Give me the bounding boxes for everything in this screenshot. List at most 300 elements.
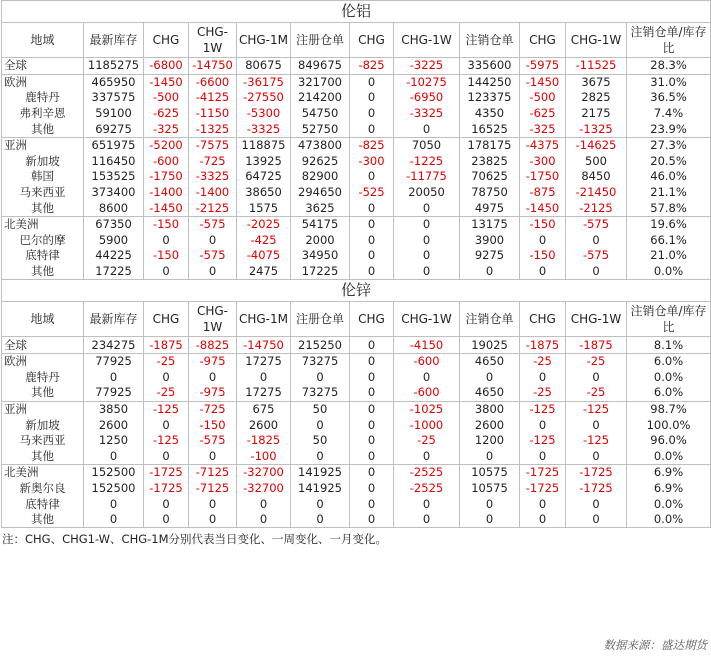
region-cell: 其他 [2,448,84,464]
region-cell: 欧洲 [2,74,84,90]
column-header: CHG-1W [394,23,460,58]
value-cell: 17275 [237,353,291,369]
value-cell: -525 [350,185,394,201]
value-cell: -2525 [394,465,460,481]
value-cell: 675 [237,401,291,417]
value-cell: -25 [566,385,627,401]
value-cell: 0 [394,370,460,386]
table-row [2,216,711,232]
value-cell: 0 [350,353,394,369]
table-row [2,106,711,122]
region-cell: 其他 [2,200,84,216]
value-cell: -150 [520,216,566,232]
region-cell: 全球 [2,58,84,75]
value-cell: -150 [144,248,189,264]
value-cell: 0 [520,512,566,528]
value-cell: 0 [520,496,566,512]
table-row [2,496,711,512]
value-cell: -4375 [520,137,566,153]
value-cell: -25 [566,353,627,369]
value-cell: 337575 [84,90,144,106]
value-cell: 0 [84,448,144,464]
value-cell: 2000 [291,233,350,249]
value-cell: 8450 [566,169,627,185]
value-cell: 3800 [460,401,520,417]
value-cell: -1400 [144,185,189,201]
value-cell: -3325 [394,106,460,122]
value-cell: 0 [350,496,394,512]
value-cell: -5300 [237,106,291,122]
value-cell: 152500 [84,465,144,481]
value-cell: 0 [189,496,237,512]
value-cell: 1250 [84,433,144,449]
value-cell: -575 [566,216,627,232]
value-cell: -25 [144,353,189,369]
value-cell: 0 [460,370,520,386]
value-cell: 0 [189,512,237,528]
table-row [2,169,711,185]
value-cell: -4125 [189,90,237,106]
value-cell: 294650 [291,185,350,201]
value-cell: 96.0% [627,433,711,449]
value-cell: 0 [460,448,520,464]
value-cell: -500 [520,90,566,106]
column-header: 地域 [2,23,84,58]
value-cell: -725 [189,401,237,417]
value-cell: -1225 [394,154,460,170]
value-cell: -3325 [189,169,237,185]
value-cell: 152500 [84,481,144,497]
region-cell: 欧洲 [2,353,84,369]
value-cell: -11775 [394,169,460,185]
value-cell: 0 [520,417,566,433]
value-cell: 0 [394,512,460,528]
value-cell: -150 [144,216,189,232]
value-cell: -125 [566,401,627,417]
value-cell: 36.5% [627,90,711,106]
region-cell: 亚洲 [2,137,84,153]
value-cell: 100.0% [627,417,711,433]
value-cell: 0 [291,512,350,528]
value-cell: 77925 [84,385,144,401]
value-cell: 19.6% [627,216,711,232]
value-cell: 13925 [237,154,291,170]
value-cell: 0 [566,512,627,528]
table-row [2,264,711,280]
value-cell: -4075 [237,248,291,264]
section-title: 伦铝 [2,1,711,23]
table-row [2,465,711,481]
value-cell: -575 [566,248,627,264]
value-cell: -3325 [237,121,291,137]
value-cell: 144250 [460,74,520,90]
region-cell: 巴尔的摩 [2,233,84,249]
value-cell: 20.5% [627,154,711,170]
column-header: 注销仓单/库存比 [627,23,711,58]
value-cell: 8600 [84,200,144,216]
value-cell: 0 [350,121,394,137]
value-cell: -8825 [189,337,237,354]
value-cell: -6800 [144,58,189,75]
value-cell: 13175 [460,216,520,232]
column-header: CHG-1W [189,23,237,58]
value-cell: -150 [520,248,566,264]
value-cell: -875 [520,185,566,201]
value-cell: -1000 [394,417,460,433]
value-cell: -2125 [189,200,237,216]
value-cell: -125 [520,433,566,449]
value-cell: -25 [520,385,566,401]
value-cell: 0 [189,370,237,386]
value-cell: 0 [350,448,394,464]
column-header: 注销仓单/库存比 [627,302,711,337]
column-header-row [2,23,711,58]
value-cell: 0 [394,121,460,137]
column-header: CHG-1W [189,302,237,337]
value-cell: 2175 [566,106,627,122]
value-cell: 0.0% [627,370,711,386]
value-cell: -825 [350,137,394,153]
value-cell: 6.0% [627,353,711,369]
value-cell: 0 [237,496,291,512]
value-cell: 3675 [566,74,627,90]
value-cell: -975 [189,385,237,401]
value-cell: -1825 [237,433,291,449]
value-cell: -1150 [189,106,237,122]
value-cell: -500 [144,90,189,106]
value-cell: -100 [237,448,291,464]
value-cell: 0 [350,370,394,386]
value-cell: 92625 [291,154,350,170]
value-cell: 17225 [291,264,350,280]
region-cell: 新奥尔良 [2,481,84,497]
value-cell: -7125 [189,465,237,481]
value-cell: 54750 [291,106,350,122]
value-cell: 0 [350,465,394,481]
value-cell: -625 [520,106,566,122]
section-title-row [2,1,711,23]
value-cell: 6.9% [627,481,711,497]
value-cell: 178175 [460,137,520,153]
value-cell: 0 [350,169,394,185]
value-cell: 2600 [237,417,291,433]
value-cell: 66.1% [627,233,711,249]
value-cell: 10575 [460,481,520,497]
value-cell: 0 [460,496,520,512]
value-cell: -300 [350,154,394,170]
value-cell: 1200 [460,433,520,449]
table-row [2,433,711,449]
value-cell: -10275 [394,74,460,90]
value-cell: -1750 [144,169,189,185]
value-cell: 0 [350,90,394,106]
table-row [2,448,711,464]
value-cell: 6.9% [627,465,711,481]
value-cell: 50 [291,433,350,449]
value-cell: 0.0% [627,496,711,512]
value-cell: 0 [144,264,189,280]
value-cell: 27.3% [627,137,711,153]
table-row [2,90,711,106]
value-cell: 78750 [460,185,520,201]
value-cell: -1325 [566,121,627,137]
column-header: CHG-1M [237,23,291,58]
value-cell: 59100 [84,106,144,122]
value-cell: -1725 [566,465,627,481]
value-cell: -3225 [394,58,460,75]
value-cell: 123375 [460,90,520,106]
table-row [2,154,711,170]
value-cell: 7.4% [627,106,711,122]
value-cell: 0 [350,433,394,449]
value-cell: 50 [291,401,350,417]
value-cell: -125 [144,433,189,449]
value-cell: 7050 [394,137,460,153]
value-cell: 0 [350,481,394,497]
value-cell: 651975 [84,137,144,153]
value-cell: 373400 [84,185,144,201]
value-cell: 57.8% [627,200,711,216]
value-cell: 0 [237,370,291,386]
column-header: 注册仓单 [291,302,350,337]
value-cell: 0 [394,264,460,280]
value-cell: 21.1% [627,185,711,201]
lme-inventory-table [1,0,711,528]
value-cell: -825 [350,58,394,75]
value-cell: 70625 [460,169,520,185]
value-cell: -21450 [566,185,627,201]
value-cell: -36175 [237,74,291,90]
value-cell: -32700 [237,481,291,497]
value-cell: -125 [520,401,566,417]
value-cell: 0 [144,417,189,433]
value-cell: -575 [189,433,237,449]
value-cell: 28.3% [627,58,711,75]
region-cell: 底特律 [2,496,84,512]
value-cell: 0 [520,233,566,249]
value-cell: -7575 [189,137,237,153]
value-cell: -6600 [189,74,237,90]
region-cell: 马来西亚 [2,433,84,449]
value-cell: -1875 [520,337,566,354]
region-cell: 鹿特丹 [2,90,84,106]
table-row [2,74,711,90]
value-cell: 0 [189,264,237,280]
value-cell: -25 [520,353,566,369]
region-cell: 新加坡 [2,417,84,433]
value-cell: 54175 [291,216,350,232]
value-cell: 0 [350,248,394,264]
value-cell: -11525 [566,58,627,75]
value-cell: -600 [394,353,460,369]
value-cell: 0 [84,512,144,528]
value-cell: 52750 [291,121,350,137]
value-cell: 0 [350,106,394,122]
value-cell: 0 [291,370,350,386]
region-cell: 韩国 [2,169,84,185]
value-cell: 0 [394,200,460,216]
value-cell: 473800 [291,137,350,153]
table-row [2,58,711,75]
value-cell: -1325 [189,121,237,137]
value-cell: 0 [566,417,627,433]
value-cell: 0 [350,74,394,90]
value-cell: -125 [566,433,627,449]
value-cell: -14750 [189,58,237,75]
value-cell: 849675 [291,58,350,75]
value-cell: 3625 [291,200,350,216]
value-cell: 116450 [84,154,144,170]
value-cell: 0 [144,512,189,528]
value-cell: 0 [350,216,394,232]
value-cell: 500 [566,154,627,170]
value-cell: 0 [144,448,189,464]
value-cell: 0 [84,496,144,512]
value-cell: 0 [460,264,520,280]
value-cell: -1725 [520,465,566,481]
value-cell: 141925 [291,465,350,481]
region-cell: 弗利辛恩 [2,106,84,122]
value-cell: 0 [189,233,237,249]
value-cell: 19025 [460,337,520,354]
table-row [2,481,711,497]
table-row [2,385,711,401]
value-cell: -725 [189,154,237,170]
value-cell: 67350 [84,216,144,232]
value-cell: 0 [520,448,566,464]
value-cell: 234275 [84,337,144,354]
value-cell: 9275 [460,248,520,264]
footnote: 注：CHG、CHG1-W、CHG-1M分别代表当日变化、一周变化、一月变化。 [2,532,388,547]
value-cell: -1450 [520,74,566,90]
column-header: 注销仓单 [460,23,520,58]
value-cell: -575 [189,248,237,264]
value-cell: 80675 [237,58,291,75]
value-cell: -2525 [394,481,460,497]
value-cell: 31.0% [627,74,711,90]
value-cell: 0 [350,401,394,417]
region-cell: 北美洲 [2,465,84,481]
value-cell: 0 [350,512,394,528]
value-cell: 0 [237,512,291,528]
column-header-row [2,302,711,337]
value-cell: -150 [189,417,237,433]
value-cell: 1185275 [84,58,144,75]
value-cell: 0 [566,264,627,280]
value-cell: 46.0% [627,169,711,185]
value-cell: 0 [566,448,627,464]
value-cell: -600 [394,385,460,401]
region-cell: 其他 [2,512,84,528]
value-cell: 1575 [237,200,291,216]
column-header: 最新库存 [84,302,144,337]
value-cell: -1450 [144,200,189,216]
value-cell: 0 [291,496,350,512]
value-cell: -14625 [566,137,627,153]
table-row [2,337,711,354]
value-cell: -325 [520,121,566,137]
value-cell: -1875 [566,337,627,354]
value-cell: -2125 [566,200,627,216]
value-cell: 215250 [291,337,350,354]
section-title: 伦锌 [2,280,711,302]
value-cell: 3850 [84,401,144,417]
table-row [2,185,711,201]
value-cell: 0 [291,417,350,433]
value-cell: 23.9% [627,121,711,137]
value-cell: 4650 [460,385,520,401]
value-cell: 0 [350,200,394,216]
region-cell: 底特律 [2,248,84,264]
value-cell: -4150 [394,337,460,354]
value-cell: 0 [350,264,394,280]
value-cell: 20050 [394,185,460,201]
value-cell: -1875 [144,337,189,354]
value-cell: 118875 [237,137,291,153]
column-header: CHG-1W [566,23,627,58]
column-header: CHG [144,302,189,337]
value-cell: -1725 [566,481,627,497]
value-cell: -975 [189,353,237,369]
value-cell: 0.0% [627,448,711,464]
value-cell: 0 [350,233,394,249]
value-cell: -1025 [394,401,460,417]
value-cell: 10575 [460,465,520,481]
value-cell: 4650 [460,353,520,369]
column-header: 地域 [2,302,84,337]
value-cell: 0 [520,370,566,386]
value-cell: 0 [566,233,627,249]
column-header: CHG [350,302,394,337]
table-row [2,370,711,386]
value-cell: 98.7% [627,401,711,417]
value-cell: 0 [566,496,627,512]
value-cell: 3900 [460,233,520,249]
value-cell: -5200 [144,137,189,153]
value-cell: 5900 [84,233,144,249]
value-cell: -1725 [520,481,566,497]
value-cell: 0.0% [627,512,711,528]
value-cell: 321700 [291,74,350,90]
value-cell: 4350 [460,106,520,122]
value-cell: 4975 [460,200,520,216]
region-cell: 鹿特丹 [2,370,84,386]
value-cell: -425 [237,233,291,249]
value-cell: -300 [520,154,566,170]
value-cell: 335600 [460,58,520,75]
column-header: CHG-1M [237,302,291,337]
table-row [2,401,711,417]
value-cell: 17275 [237,385,291,401]
table-row [2,512,711,528]
value-cell: 0 [394,216,460,232]
value-cell: -325 [144,121,189,137]
table-row [2,233,711,249]
section-title-row [2,280,711,302]
table-row [2,248,711,264]
value-cell: 0 [394,448,460,464]
table-row [2,417,711,433]
region-cell: 马来西亚 [2,185,84,201]
value-cell: 0 [394,233,460,249]
value-cell: -1725 [144,481,189,497]
value-cell: 6.0% [627,385,711,401]
value-cell: 21.0% [627,248,711,264]
region-cell: 亚洲 [2,401,84,417]
value-cell: 69275 [84,121,144,137]
value-cell: 0 [394,496,460,512]
region-cell: 北美洲 [2,216,84,232]
